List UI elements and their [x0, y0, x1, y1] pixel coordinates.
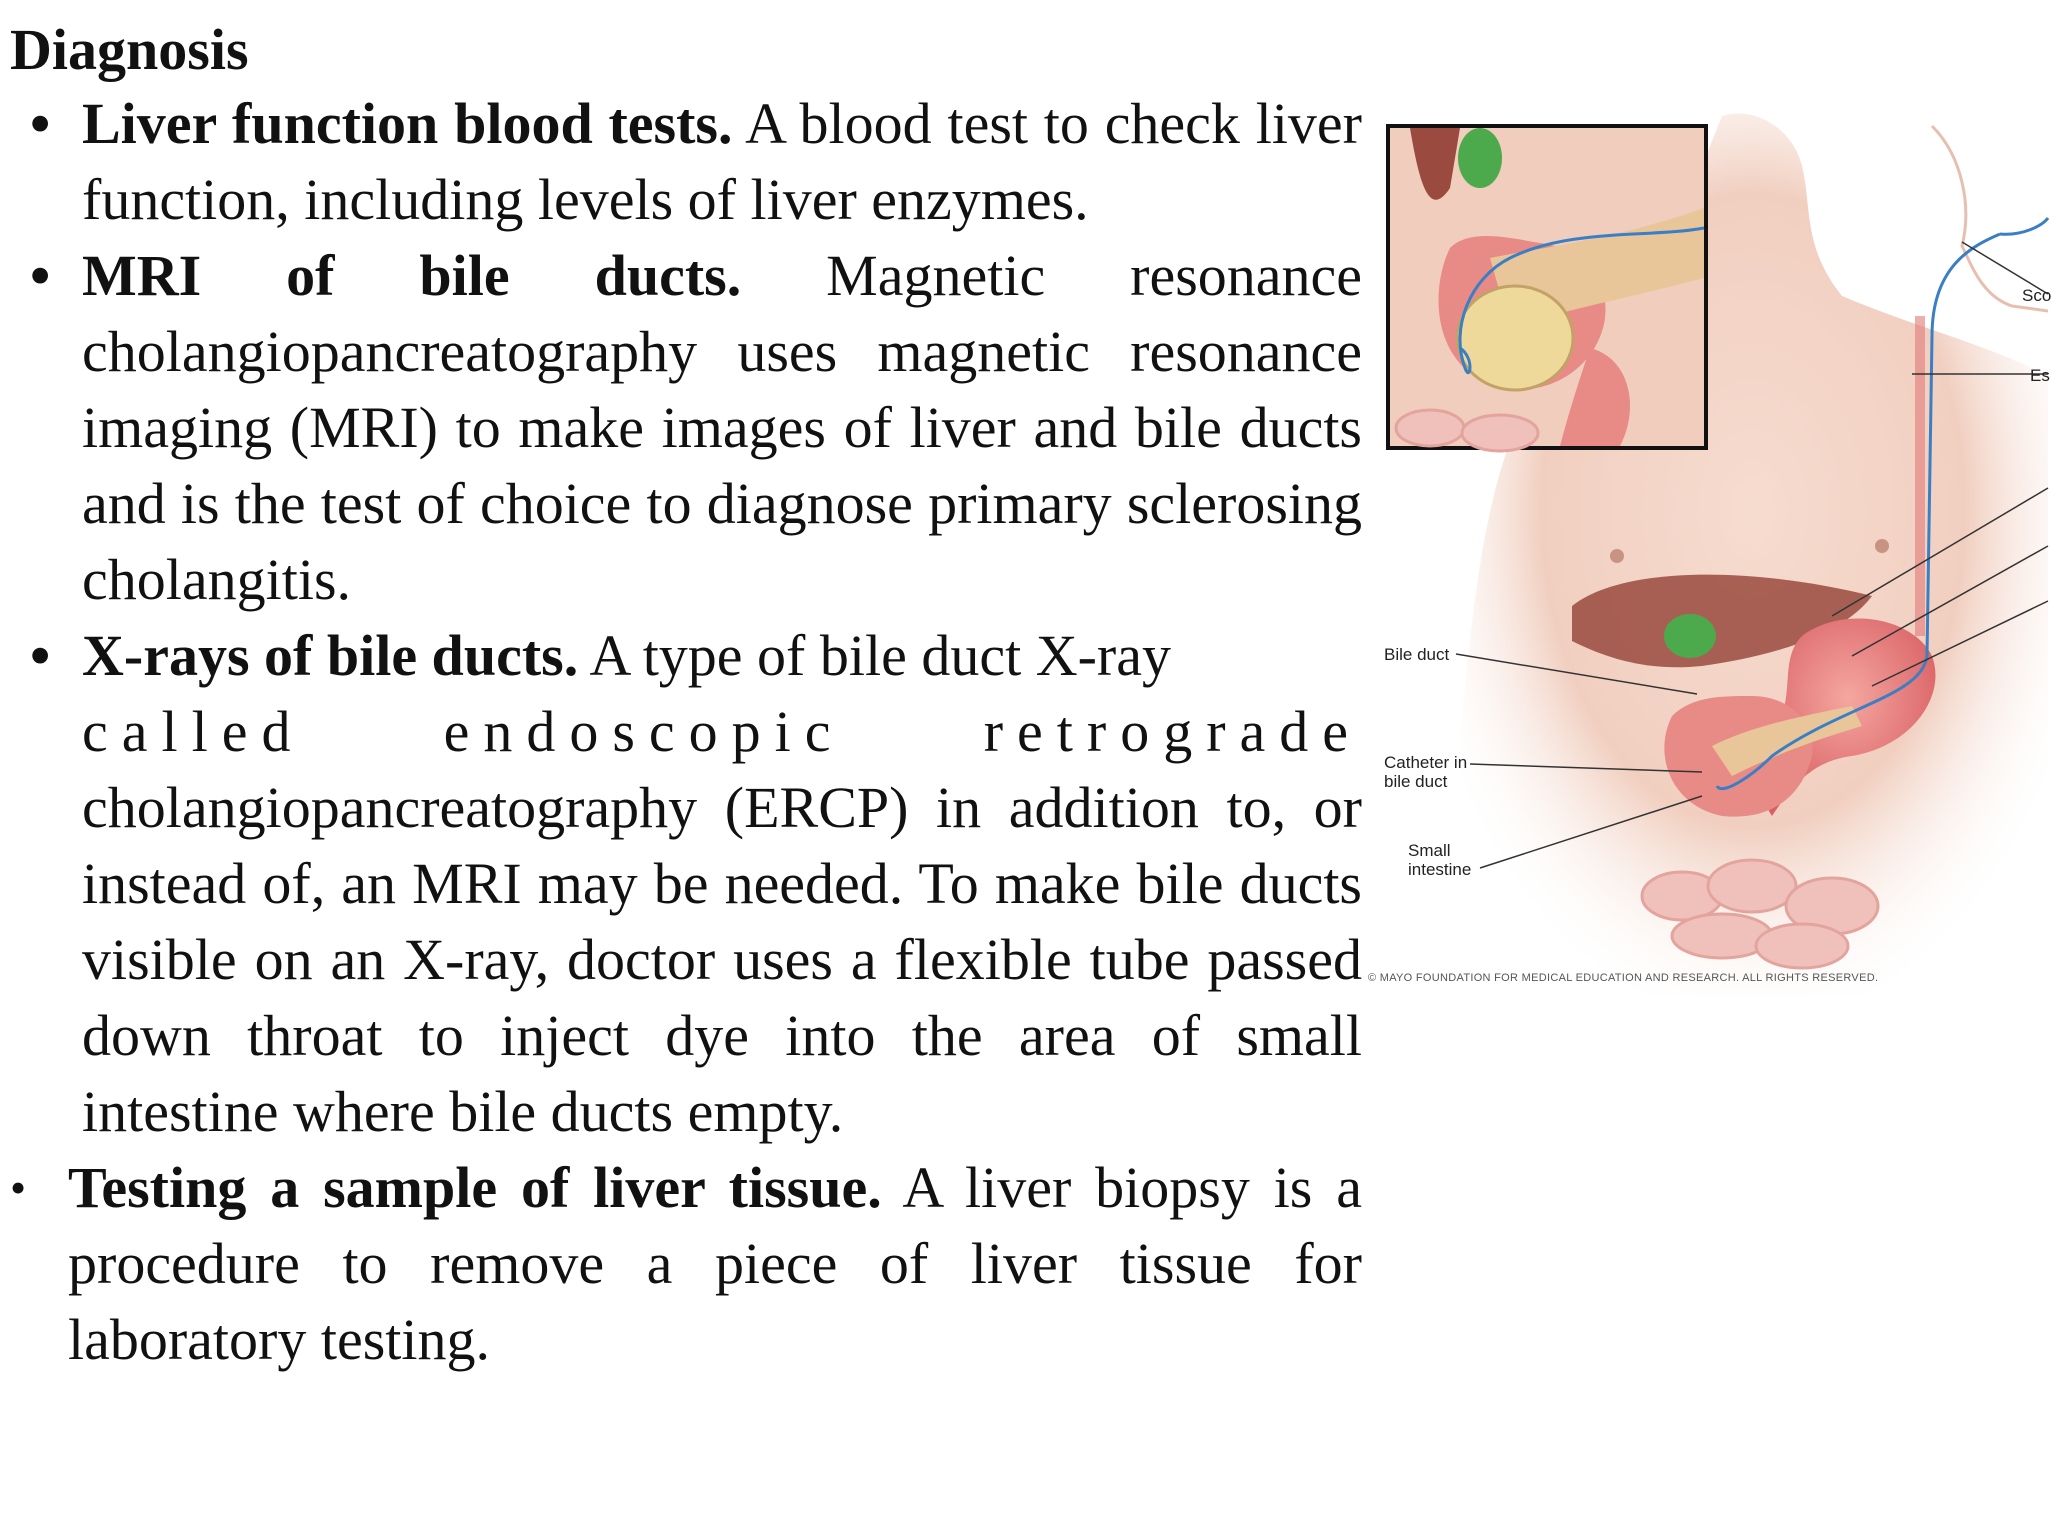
label-small-line2: intestine [1408, 860, 1472, 879]
bullet-item-biopsy [0, 1150, 1362, 1378]
bullet-text: A blood test to check liver function, including levels of liver enzymes. [82, 91, 1362, 232]
bullet-lead: X-rays of bile ducts. [82, 623, 579, 688]
bullet-lead: Liver function blood tests. [82, 91, 733, 156]
bullet-icon: • [30, 623, 51, 688]
bullet-text: A liver biopsy is a procedure to remove a piece of liver tissue for laboratory testing. [68, 1155, 1362, 1372]
label-bile-duct: Bile duct [1384, 645, 1450, 664]
bullet-item-mri [0, 238, 1362, 618]
label-scope-cut: Sco [2022, 286, 2051, 305]
bullet-item-liver-function [0, 86, 1362, 238]
label-esophagus-cut: Es [2030, 366, 2050, 385]
bullet-lead: Testing a sample of liver tissue. [68, 1155, 882, 1220]
bullet-text-continued: cholangiopancreatography (ERCP) in addition to, or instead of, an MRI may be needed. To make bile ducts visible on an X-ray, doctor uses a flexible tube passed down throat to inject dye into the area of small intestine where bile ducts empty. [82, 775, 1362, 1144]
inset-magnified-view [1386, 124, 1708, 450]
label-catheter-line1: Catheter in [1384, 753, 1468, 772]
inset-illustration [1390, 128, 1704, 446]
bullet-item-xray [0, 618, 1362, 1150]
page-title: Diagnosis [10, 17, 249, 82]
label-small-line1: Small [1408, 841, 1451, 860]
bullet-text: A type of bile duct X-ray [578, 623, 1171, 688]
bullet-icon: • [30, 91, 51, 156]
bullet-list [0, 86, 1362, 1378]
label-catheter-line2: bile duct [1384, 772, 1448, 791]
gallbladder-shape [1664, 614, 1716, 658]
bullet-lead: MRI of bile ducts. [82, 243, 742, 308]
copyright-notice: © MAYO FOUNDATION FOR MEDICAL EDUCATION AND RESEARCH. ALL RIGHTS RESERVED. [1368, 972, 1879, 984]
bullet-text: Magnetic resonance cholangiopancreatography uses magnetic resonance imaging (MRI) to make images of liver and bile ducts and is the test of choice to diagnose primary sclerosing cholangitis. [82, 243, 1362, 612]
bullet-text-spaced: called endoscopic retrograde [82, 699, 1362, 764]
bullet-icon: • [10, 1162, 27, 1213]
bullet-icon: • [30, 243, 51, 308]
